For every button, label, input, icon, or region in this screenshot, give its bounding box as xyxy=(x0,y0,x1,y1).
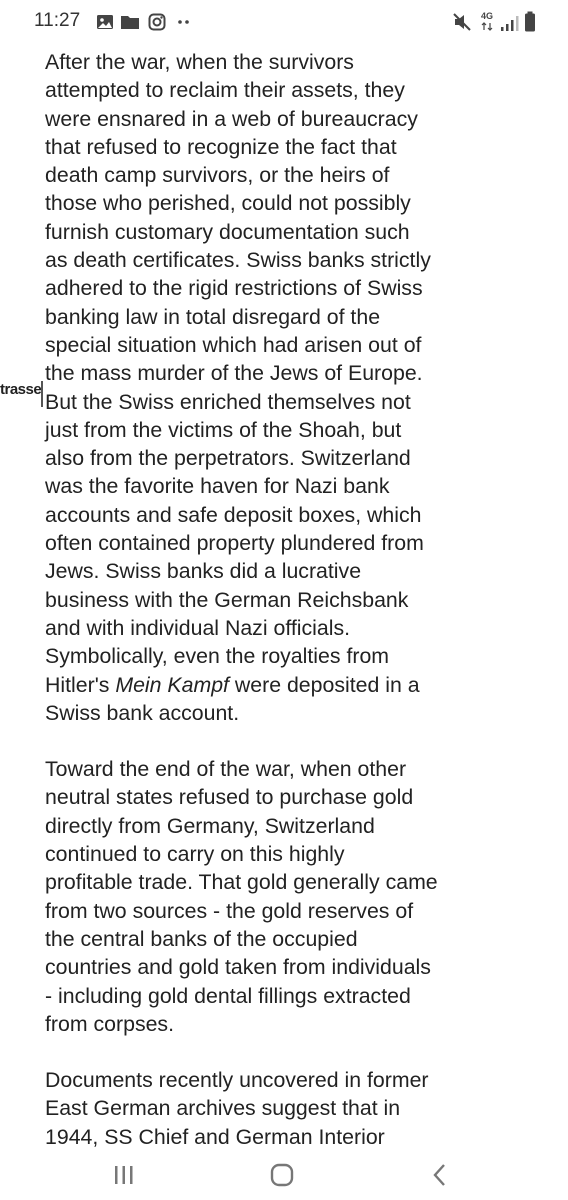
recent-apps-icon xyxy=(112,1164,136,1186)
book-title: Mein Kampf xyxy=(115,672,229,697)
text-cursor xyxy=(41,381,43,407)
paragraph-1-pre-italic: Hitler's xyxy=(45,672,116,697)
paragraph-1 xyxy=(45,48,545,727)
status-bar xyxy=(0,0,568,44)
paragraph-1-last-line: Swiss bank account. xyxy=(45,700,240,725)
network-label: 4G xyxy=(481,11,494,21)
navigation-bar xyxy=(0,1150,568,1200)
more-dots-icon xyxy=(176,17,192,27)
instagram-icon xyxy=(148,13,166,31)
back-icon xyxy=(430,1163,450,1187)
mute-icon xyxy=(452,12,472,32)
network-4g-icon xyxy=(480,10,496,32)
battery-icon xyxy=(524,11,536,33)
paragraph-1-post-italic: were deposited in a xyxy=(228,672,420,697)
margin-text-fragment: trasse xyxy=(0,381,42,398)
paragraph-3: Documents recently uncovered in former East German archives suggest that in 1944, SS Chief and German Interior xyxy=(45,1068,429,1149)
paragraph-2: Toward the end of the war, when other neutral states refused to purchase gold directly from Germany, Switzerland continued to carry on this highly profitable trade. That gold generally came from two sources - the gold reserves of the central banks of the occupied countries and gold taken from individuals - including gold dental fillings extracted from corpses. xyxy=(45,757,438,1036)
folder-icon xyxy=(120,13,140,31)
home-icon xyxy=(269,1163,295,1187)
status-time: 11:27 xyxy=(34,10,81,31)
home-button[interactable] xyxy=(252,1158,312,1192)
signal-icon xyxy=(500,14,520,32)
article-body xyxy=(45,48,545,1151)
paragraph-1-text: After the war, when the survivors attempted to reclaim their assets, they were ensnared in a web of bureaucracy that refused to recognize the fact that death camp survivors, or the heirs of those who perished, could not possibly furnish customary documentation such as death certificates. Swiss banks strictly adhered to the rigid restrictions of Swiss banking law in total disregard of the special situation which had arisen out of the mass murder of the Jews of Europe. But the Swiss enriched themselves not just from the victims of the Shoah, but also from the perpetrators. Switzerland was the favorite haven for Nazi bank accounts and safe deposit boxes, which often contained property plundered from Jews. Swiss banks did a lucrative business with the German Reichsbank and with individual Nazi officials. Symbolically, even the royalties from xyxy=(45,50,431,669)
image-icon xyxy=(96,13,114,31)
recent-apps-button[interactable] xyxy=(94,1158,154,1192)
back-button[interactable] xyxy=(410,1158,470,1192)
